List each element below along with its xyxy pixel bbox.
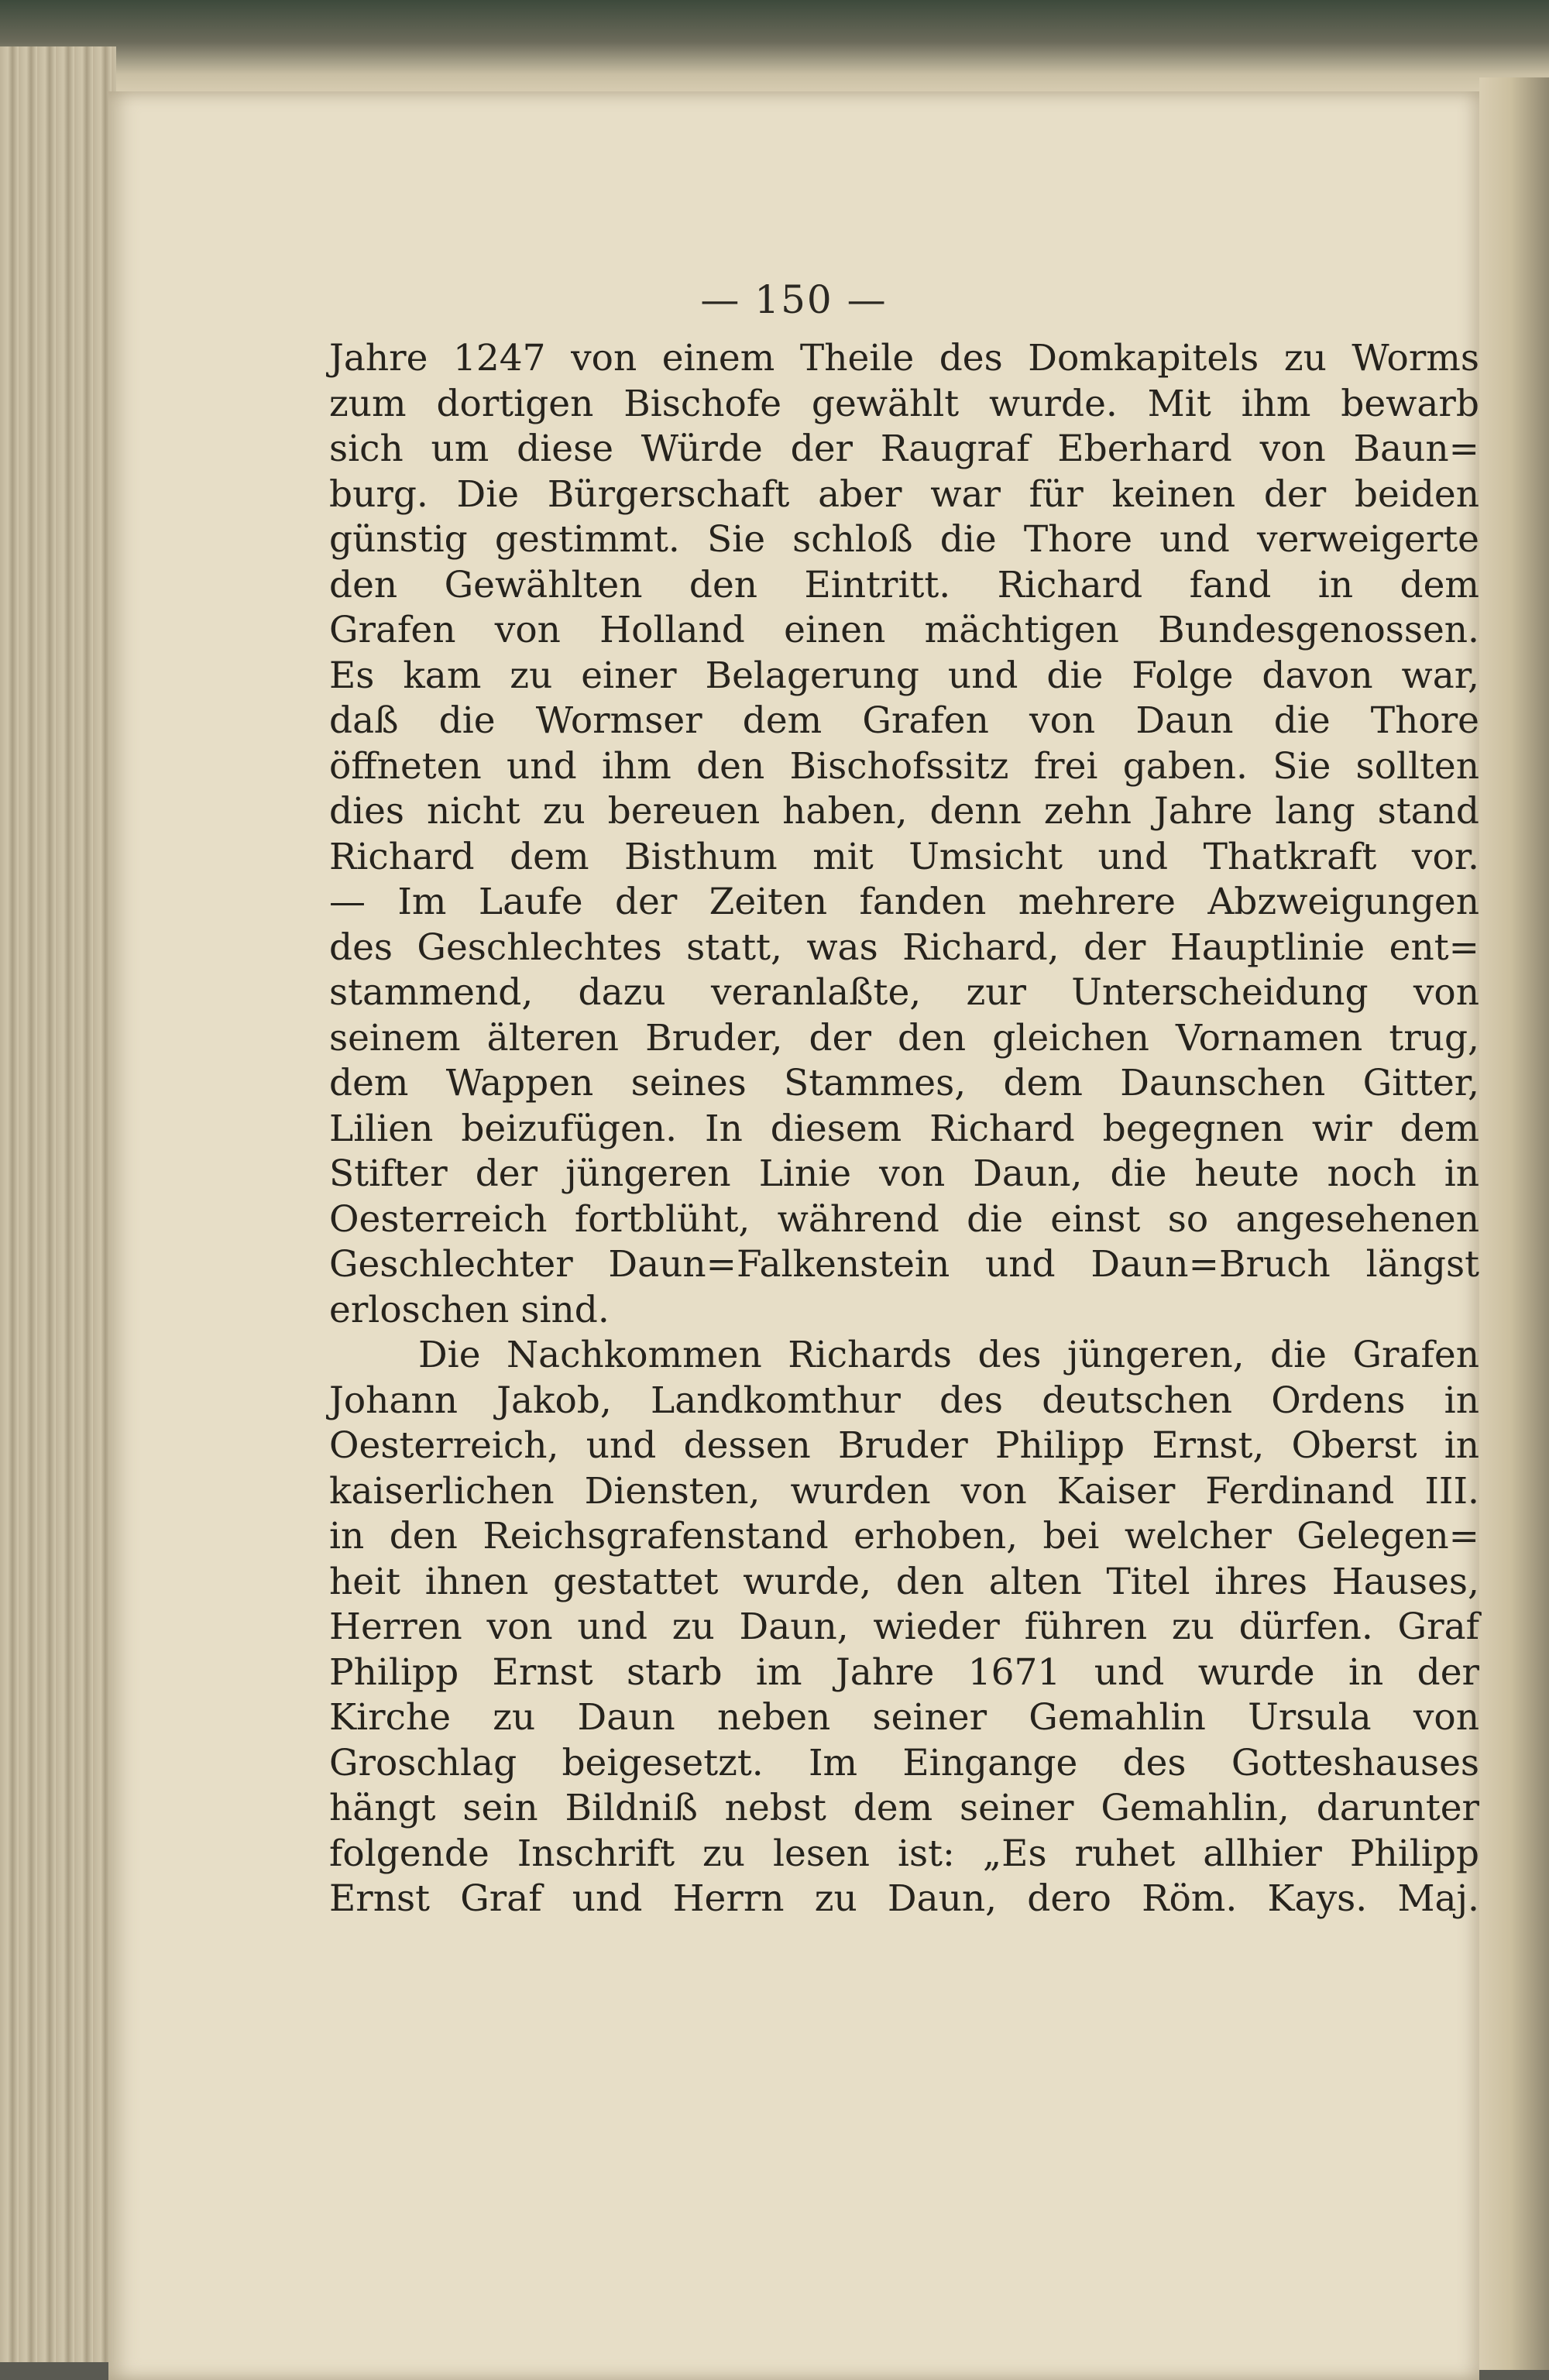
text-line: Richard dem Bisthum mit Umsicht und Thatkraft vor. xyxy=(329,835,1479,878)
text-line: erloschen sind. xyxy=(329,1288,610,1331)
page-number: — 150 — xyxy=(700,277,888,322)
book-edge-right xyxy=(1479,77,1549,2370)
text-line: hängt sein Bildniß nebst dem seiner Gemahlin, darunter xyxy=(329,1787,1479,1829)
body-text xyxy=(329,336,1479,1922)
text-line: heit ihnen gestattet wurde, den alten Titel ihres Hauses, xyxy=(329,1560,1479,1603)
text-line: stammend, dazu veranlaßte, zur Unterscheidung von xyxy=(329,971,1479,1014)
text-line: Groschlag beigesetzt. Im Eingange des Gotteshauses xyxy=(329,1741,1479,1784)
text-line: kaiserlichen Diensten, wurden von Kaiser Ferdinand III. xyxy=(329,1469,1479,1513)
text-line: Oesterreich fortblüht, während die einst so angesehenen xyxy=(329,1197,1479,1241)
text-line: Grafen von Holland einen mächtigen Bundesgenossen. xyxy=(329,609,1479,651)
text-line: Johann Jakob, Landkomthur des deutschen Ordens in xyxy=(329,1379,1479,1422)
text-line: Ernst Graf und Herrn zu Daun, dero Röm. Kays. Maj. xyxy=(329,1877,1479,1920)
text-line: Herren von und zu Daun, wieder führen zu dürfen. Graf xyxy=(329,1606,1479,1648)
text-line: dies nicht zu bereuen haben, denn zehn Jahre lang stand xyxy=(329,790,1479,833)
text-line: Die Nachkommen Richards des jüngeren, die Grafen xyxy=(418,1334,1479,1376)
text-line: Stifter der jüngeren Linie von Daun, die heute noch in xyxy=(329,1152,1479,1195)
text-line: günstig gestimmt. Sie schloß die Thore und verweigerte xyxy=(329,518,1479,561)
text-line: den Gewählten den Eintritt. Richard fand in dem xyxy=(329,563,1479,606)
book-page xyxy=(108,91,1479,2380)
text-line: öffneten und ihm den Bischofssitz frei gaben. Sie sollten xyxy=(329,744,1479,788)
text-line: Es kam zu einer Belagerung und die Folge davon war, xyxy=(329,654,1479,697)
text-line: Jahre 1247 von einem Theile des Domkapitels zu Worms xyxy=(329,337,1479,379)
book-edge-top xyxy=(0,0,1549,93)
text-line: zum dortigen Bischofe gewählt wurde. Mit ihm bewarb xyxy=(329,382,1479,425)
text-line: Kirche zu Daun neben seiner Gemahlin Ursula von xyxy=(329,1696,1479,1739)
text-line: daß die Wormser dem Grafen von Daun die Thore xyxy=(329,699,1479,742)
text-line: Geschlechter Daun=Falkenstein und Daun=Bruch längst xyxy=(329,1243,1479,1286)
text-line: Philipp Ernst starb im Jahre 1671 und wurde in der xyxy=(329,1650,1479,1694)
text-line: dem Wappen seines Stammes, dem Daunschen Gitter, xyxy=(329,1062,1479,1104)
book-edge-left xyxy=(0,46,116,2362)
text-line: des Geschlechtes statt, was Richard, der Hauptlinie ent= xyxy=(329,926,1479,969)
text-line: sich um diese Würde der Raugraf Eberhard von Baun= xyxy=(329,428,1479,470)
text-line: in den Reichsgrafenstand erhoben, bei welcher Gelegen= xyxy=(329,1515,1479,1557)
text-line: Lilien beizufügen. In diesem Richard begegnen wir dem xyxy=(329,1107,1479,1150)
text-line: seinem älteren Bruder, der den gleichen Vornamen trug, xyxy=(329,1016,1479,1059)
text-line: folgende Inschrift zu lesen ist: „Es ruhet allhier Philipp xyxy=(329,1832,1479,1875)
text-line: — Im Laufe der Zeiten fanden mehrere Abzweigungen xyxy=(329,881,1479,923)
text-line: Oesterreich, und dessen Bruder Philipp Ernst, Oberst in xyxy=(329,1424,1479,1467)
text-line: burg. Die Bürgerschaft aber war für keinen der beiden xyxy=(329,472,1479,516)
